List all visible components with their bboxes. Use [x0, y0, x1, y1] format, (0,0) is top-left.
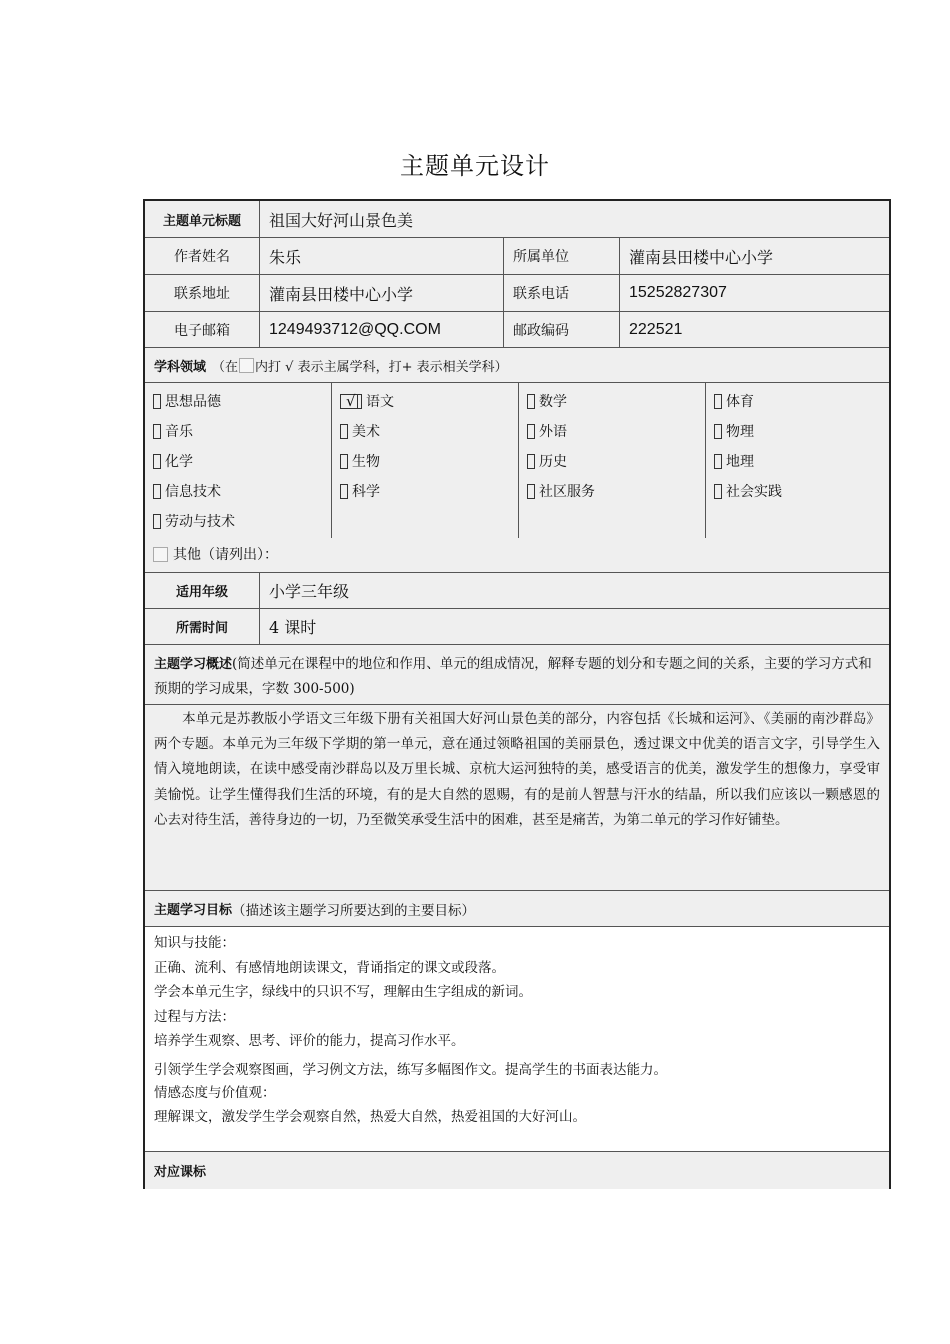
- goal-line: 知识与技能：: [154, 935, 235, 951]
- row-goals-body: [145, 927, 889, 1152]
- checkbox-sample-icon: [239, 358, 254, 373]
- goal-line: 引领学生学会观察图画，学习例文方法，练写多幅图作文。提高学生的书面表达能力。: [154, 1061, 667, 1078]
- checkmark-icon[interactable]: [340, 394, 362, 409]
- subject-option-chinese[interactable]: √ 语文: [340, 390, 394, 412]
- subject-option[interactable]: 劳动与技术: [153, 510, 235, 532]
- subject-heading: 学科领域: [154, 359, 207, 375]
- author-value[interactable]: 朱乐: [260, 238, 504, 274]
- unit-org-value[interactable]: 灌南县田楼中心小学: [620, 238, 889, 274]
- row-goals-heading: [145, 891, 889, 927]
- grade-label: 适用年级: [145, 573, 260, 608]
- standards-heading: 对应课标: [154, 1165, 207, 1180]
- unit-title-value[interactable]: 祖国大好河山景色美: [260, 201, 889, 237]
- goal-line: 培养学生观察、思考、评价的能力，提高习作水平。: [154, 1033, 465, 1050]
- subject-option[interactable]: 科学: [340, 480, 380, 502]
- checkbox-icon[interactable]: [153, 454, 161, 469]
- subject-option[interactable]: 数学: [527, 390, 567, 412]
- checkbox-icon[interactable]: [153, 514, 161, 529]
- author-label: 作者姓名: [145, 238, 260, 274]
- subject-option[interactable]: 思想品德: [153, 390, 221, 412]
- page-title: 主题单元设计: [400, 152, 550, 180]
- subject-option[interactable]: 生物: [340, 450, 380, 472]
- checkbox-icon[interactable]: [153, 424, 161, 439]
- subject-column: [519, 383, 706, 538]
- design-form: [143, 199, 891, 1189]
- phone-value[interactable]: 15252827307: [620, 275, 889, 311]
- goals-list[interactable]: [145, 927, 889, 1129]
- address-label: 联系地址: [145, 275, 260, 311]
- subject-option[interactable]: 地理: [714, 450, 754, 472]
- grade-value[interactable]: 小学三年级: [260, 573, 889, 608]
- phone-label: 联系电话: [504, 275, 620, 311]
- time-label: 所需时间: [145, 609, 260, 644]
- checkbox-icon[interactable]: [153, 547, 168, 562]
- row-grade: [145, 573, 889, 609]
- checkbox-icon[interactable]: [714, 424, 722, 439]
- subject-option[interactable]: 音乐: [153, 420, 193, 442]
- checkbox-icon[interactable]: [527, 394, 535, 409]
- subject-note-b: 内打 √ 表示主属学科，打+ 表示相关学科）: [255, 359, 508, 375]
- checkbox-icon[interactable]: [527, 484, 535, 499]
- subject-option[interactable]: 物理: [714, 420, 754, 442]
- subject-option[interactable]: 化学: [153, 450, 193, 472]
- checkbox-icon[interactable]: [153, 394, 161, 409]
- checkbox-icon[interactable]: [714, 394, 722, 409]
- subject-column: [145, 383, 332, 538]
- email-value[interactable]: 1249493712@QQ.COM: [260, 312, 504, 347]
- subject-option[interactable]: 外语: [527, 420, 567, 442]
- unit-title-label: 主题单元标题: [145, 201, 260, 237]
- subject-column: [332, 383, 519, 538]
- subject-grid: [145, 383, 889, 538]
- checkbox-icon[interactable]: [340, 484, 348, 499]
- row-address: [145, 275, 889, 312]
- overview-heading: 主题学习概述: [154, 657, 233, 672]
- address-value[interactable]: 灌南县田楼中心小学: [260, 275, 504, 311]
- subject-column: [706, 383, 889, 538]
- checkbox-icon[interactable]: [527, 454, 535, 469]
- overview-body-container: [145, 705, 889, 833]
- checkbox-icon[interactable]: [714, 484, 722, 499]
- row-time: [145, 609, 889, 645]
- row-standards: [145, 1152, 889, 1189]
- row-overview-body: [145, 705, 889, 891]
- subject-option[interactable]: 历史: [527, 450, 567, 472]
- row-subject-grid: [145, 383, 889, 573]
- checkbox-icon[interactable]: [340, 454, 348, 469]
- row-unit-title: [145, 201, 889, 238]
- checkbox-icon[interactable]: [340, 424, 348, 439]
- checkbox-icon[interactable]: [153, 484, 161, 499]
- subject-option[interactable]: 体育: [714, 390, 754, 412]
- unit-org-label: 所属单位: [504, 238, 620, 274]
- subject-option[interactable]: 社区服务: [527, 480, 595, 502]
- postcode-label: 邮政编码: [504, 312, 620, 347]
- goal-line: 理解课文，激发学生学会观察自然，热爱大自然，热爱祖国的大好河山。: [154, 1108, 586, 1125]
- subject-option[interactable]: 社会实践: [714, 480, 782, 502]
- row-overview-heading: [145, 645, 889, 705]
- checkbox-icon[interactable]: [714, 454, 722, 469]
- postcode-value[interactable]: 222521: [620, 312, 889, 347]
- row-email: [145, 312, 889, 348]
- overview-hint: (简述单元在课程中的地位和作用、单元的组成情况，解释专题的划分和专题之间的关系，主要的学习方式和预期的学习成果，字数 300-500): [154, 656, 872, 697]
- subject-note-a: （在: [212, 359, 239, 375]
- row-subject-heading: [145, 348, 889, 383]
- subject-option[interactable]: 信息技术: [153, 480, 221, 502]
- subject-other[interactable]: 其他（请列出）：: [153, 543, 278, 565]
- subject-option[interactable]: 美术: [340, 420, 380, 442]
- checkbox-icon[interactable]: [527, 424, 535, 439]
- goal-line: 学会本单元生字，绿线中的只识不写，理解由生字组成的新词。: [154, 984, 532, 1001]
- goals-heading: 主题学习目标: [154, 903, 233, 918]
- time-value[interactable]: 4 课时: [260, 609, 889, 644]
- email-label: 电子邮箱: [145, 312, 260, 347]
- overview-body[interactable]: 本单元是苏教版小学语文三年级下册有关祖国大好河山景色美的部分，内容包括《长城和运河》、《美丽的南沙群岛》两个专题。本单元为三年级下学期的第一单元，意在通过领略祖国的美丽景色，透过课文中优美的语言文字，引导学生入情入境地朗读，在读中感受南沙群岛以及万里长城、京杭大运河独特的美，感受语言的优美，激发学生的想像力，享受审美愉悦。让学生懂得我们生活的环境，有的是大自然的恩赐，有的是前人智慧与汗水的结晶，所以我们应该以一颗感恩的心去对待生活，善待身边的一切，乃至微笑承受生活中的困难，甚至是痛苦，为第二单元的学习作好铺垫。: [154, 711, 880, 828]
- goal-line: 情感态度与价值观：: [154, 1084, 276, 1101]
- row-author: [145, 238, 889, 275]
- goals-hint: （描述该主题学习所要达到的主要目标）: [232, 902, 476, 919]
- goal-line: 过程与方法：: [154, 1008, 235, 1025]
- goal-line: 正确、流利、有感情地朗读课文，背诵指定的课文或段落。: [154, 959, 505, 976]
